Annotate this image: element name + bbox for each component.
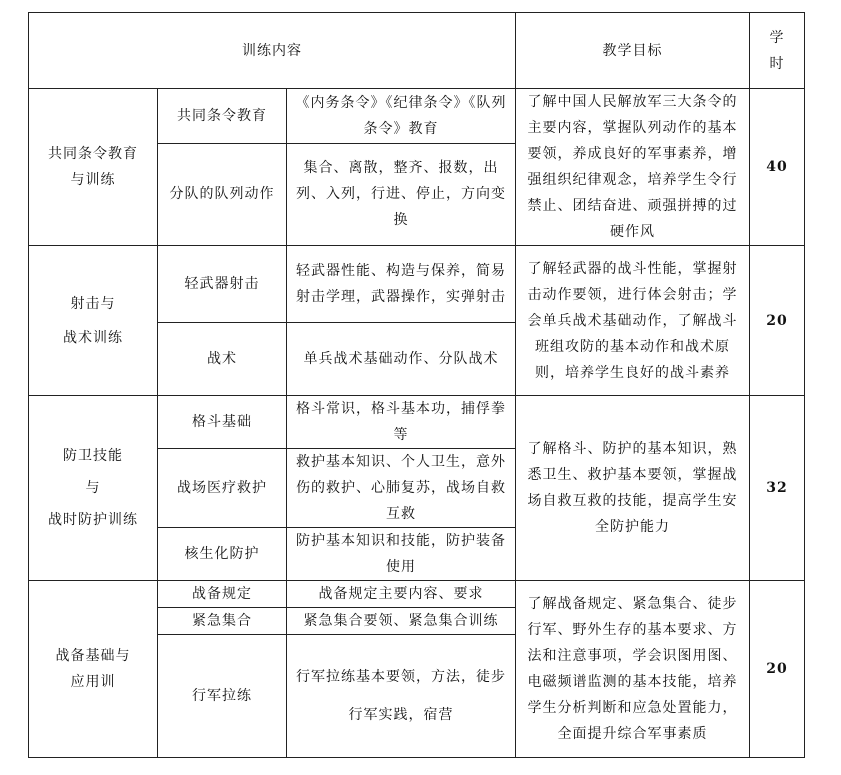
category-line: 防卫技能: [63, 448, 123, 464]
category-cell: [29, 396, 158, 581]
header-hours: [750, 13, 805, 89]
hours-cell: 20: [750, 246, 805, 396]
subcategory-cell: 分队的队列动作: [158, 143, 287, 245]
content-cell: 行军拉练基本要领，方法，徒步行军实践，宿营: [287, 635, 516, 758]
subcategory-cell: 核生化防护: [158, 528, 287, 581]
content-cell: 战备规定主要内容、要求: [287, 581, 516, 608]
content-cell: 紧急集合要领、紧急集合训练: [287, 608, 516, 635]
table-row: [29, 396, 805, 449]
content-cell: 防护基本知识和技能，防护装备使用: [287, 528, 516, 581]
hours-cell: 32: [750, 396, 805, 581]
goal-cell: 了解战备规定、紧急集合、徒步行军、野外生存的基本要求、方法和注意事项，学会识图用图、电磁频谱监测的基本技能，培养学生分析判断和应急处置能力，全面提升综合军事素质: [516, 581, 750, 758]
header-hours-line-2: 时: [769, 55, 785, 72]
subcategory-cell: 轻武器射击: [158, 246, 287, 323]
subcategory-cell: 战场医疗救护: [158, 449, 287, 528]
subcategory-cell: 共同条令教育: [158, 89, 287, 144]
category-line: 共同条令教育: [48, 146, 138, 162]
subcategory-cell: 战术: [158, 323, 287, 396]
subcategory-cell: 紧急集合: [158, 608, 287, 635]
subcategory-cell: 格斗基础: [158, 396, 287, 449]
subcategory-cell: 战备规定: [158, 581, 287, 608]
category-cell: [29, 581, 158, 758]
header-training-content: 训练内容: [29, 13, 516, 89]
hours-cell: 20: [750, 581, 805, 758]
curriculum-table: [28, 12, 805, 758]
category-line: 与训练: [70, 172, 116, 188]
content-cell: 轻武器性能、构造与保养，简易射击学理，武器操作，实弹射击: [287, 246, 516, 323]
category-line: 战术训练: [63, 329, 123, 346]
content-cell: 《内务条令》《纪律条令》《队列条令》教育: [287, 89, 516, 144]
hours-cell: 40: [750, 89, 805, 246]
header-teaching-goal: 教学目标: [516, 13, 750, 89]
content-cell: 救护基本知识、个人卫生，意外伤的救护、心肺复苏，战场自救互救: [287, 449, 516, 528]
category-line: 战时防护训练: [48, 512, 138, 528]
content-cell: 集合、离散，整齐、报数，出列、入列，行进、停止，方向变换: [287, 143, 516, 245]
subcategory-cell: 行军拉练: [158, 635, 287, 758]
goal-cell: 了解格斗、防护的基本知识，熟悉卫生、救护基本要领，掌握战场自救互救的技能，提高学生安全防护能力: [516, 396, 750, 581]
category-line: 应用训: [70, 674, 116, 690]
header-row: [29, 13, 805, 89]
category-line: 战备基础与: [55, 648, 131, 664]
category-cell: [29, 246, 158, 396]
table-row: [29, 581, 805, 608]
content-cell: 格斗常识，格斗基本功，捕俘拳等: [287, 396, 516, 449]
goal-cell: 了解轻武器的战斗性能，掌握射击动作要领，进行体会射击；学会单兵战术基础动作，了解战斗班组攻防的基本动作和战术原则，培养学生良好的战斗素养: [516, 246, 750, 396]
category-cell: [29, 89, 158, 246]
table-row: [29, 89, 805, 144]
category-line: 射击与: [70, 295, 116, 312]
category-line: 与: [85, 480, 101, 496]
header-hours-line-1: 学: [769, 29, 785, 46]
table-row: [29, 246, 805, 323]
content-cell: 单兵战术基础动作、分队战术: [287, 323, 516, 396]
goal-cell: 了解中国人民解放军三大条令的主要内容，掌握队列动作的基本要领，养成良好的军事素养，增强组织纪律观念，培养学生令行禁止、团结奋进、顽强拼搏的过硬作风: [516, 89, 750, 246]
